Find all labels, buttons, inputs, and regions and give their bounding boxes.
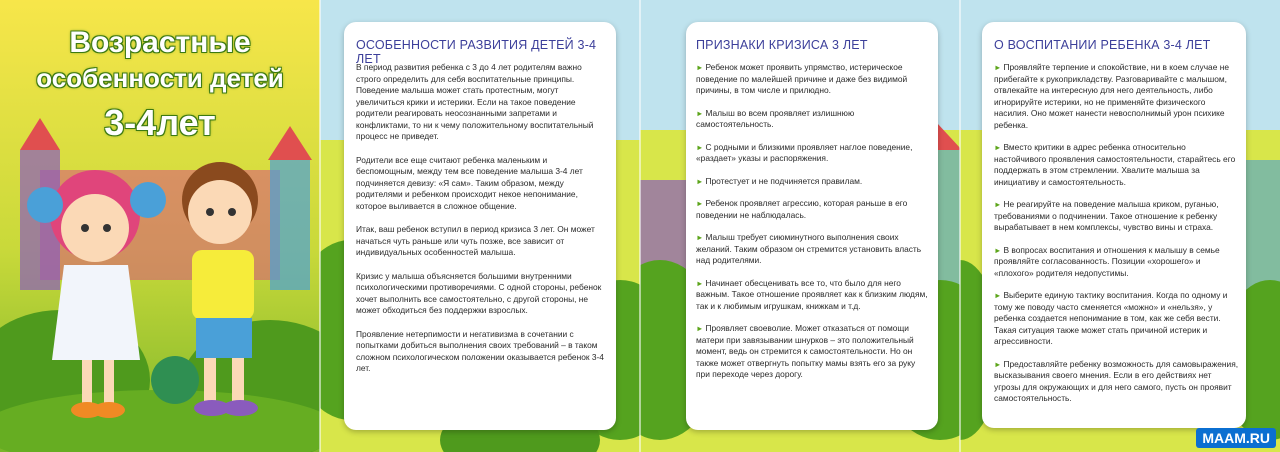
arrow-bullet-icon: ► — [696, 63, 704, 72]
list-item — [994, 359, 1240, 405]
development-paragraph: Кризис у малыша объясняется большими внутренними психологическими противоречиями. С одной стороны, ребенок хочет выполнить все самостоятельно, с другой стороны, не может обходиться без поддержки взрослых. — [356, 270, 602, 315]
site-watermark: MAAM.RU — [1196, 428, 1276, 448]
cover-title — [0, 26, 320, 144]
arrow-bullet-icon: ► — [696, 233, 704, 242]
list-item-text: Предоставляйте ребенку возможность для самовыражения, высказывания своего мнения. Если в его действиях нет угрозы для окружающих и для него самого, пусть он проявит самостоятельность. — [994, 358, 1239, 403]
list-item — [696, 232, 930, 267]
development-paragraph: Родители все еще считают ребенка маленьким и беспомощным, между тем все поведение малыша 3-4 лет подчиняется девизу: «Я сам». Таким образом, между родителями и ребенком происходит некое непонимание, которое выливается в сложное общение. — [356, 154, 583, 211]
list-item — [994, 62, 1240, 131]
arrow-bullet-icon: ► — [696, 176, 704, 186]
arrow-bullet-icon: ► — [994, 143, 1002, 152]
arrow-bullet-icon: ► — [696, 142, 704, 152]
list-item — [696, 323, 930, 381]
crisis-signs-heading: ПРИЗНАКИ КРИЗИСА 3 ЛЕТ — [696, 38, 868, 52]
list-item-text: Проявляйте терпение и спокойствие, ни в коем случае не прибегайте к рукоприкладству. Разговаривайте с малышом, отвлекайте на интересную для него деятельность, либо игнорируйте истерики, но не применяйте физического насилия. Оно может нанести невосполнимый урон психике ребенка. — [994, 62, 1229, 130]
arrow-bullet-icon: ► — [696, 108, 704, 118]
list-item — [696, 142, 930, 165]
list-item-text: Проявляет своеволие. Может отказаться от помощи матери при завязывании шнурков – это положительный момент, ведь он стремится к самостоятельности. Но он также может отвергнуть попытку мамы взять его за руку при переходе через дорогу. — [696, 323, 916, 379]
development-text — [344, 62, 616, 387]
list-item — [696, 62, 930, 97]
cover-panel — [0, 0, 320, 452]
upbringing-heading: О ВОСПИТАНИИ РЕБЕНКА 3-4 ЛЕТ — [994, 38, 1211, 52]
list-item-text: Протестует и не подчиняется правилам. — [705, 175, 863, 186]
arrow-bullet-icon: ► — [994, 359, 1002, 369]
list-item-text: Малыш во всем проявляет излишнюю самостоятельность. — [696, 107, 855, 129]
fold-line — [319, 0, 321, 452]
list-item — [696, 108, 930, 131]
list-item — [994, 290, 1240, 348]
arrow-bullet-icon: ► — [994, 291, 1002, 300]
crisis-signs-card — [686, 22, 938, 430]
list-item-text: Начинает обесценивать все то, что было для него важным. Такое отношение проявляет как к близким людям, так и к любимым игрушкам, книжкам и т.д. — [696, 277, 928, 311]
development-paragraph: Итак, ваш ребенок вступил в период кризиса 3 лет. Он может начаться чуть раньше или чуть позже, все зависит от индивидуальных особенностей малыша. — [356, 224, 595, 257]
development-paragraph: В период развития ребенка с 3 до 4 лет родителям важно строго определить для себя воспитательные принципы. Поведение малыша может стать протестным, могут увеличиться крики и истерики. Если на такое поведение родители реагировать неосознанными запретами и конфликтами, то ни к чему положительному воспитательный процесс не приведет. — [356, 62, 594, 141]
list-item — [696, 198, 930, 221]
arrow-bullet-icon: ► — [994, 245, 1002, 255]
list-item-text: С родными и близкими проявляет наглое поведение, «раздает» указы и распоряжения. — [696, 141, 913, 163]
crisis-signs-list — [686, 62, 938, 392]
arrow-bullet-icon: ► — [994, 200, 1002, 209]
fold-line — [959, 0, 961, 452]
upbringing-card — [982, 22, 1246, 428]
development-heading: ОСОБЕННОСТИ РАЗВИТИЯ ДЕТЕЙ 3-4 ЛЕТ — [356, 38, 597, 66]
arrow-bullet-icon: ► — [696, 278, 704, 288]
list-item-text: Ребенок может проявить упрямство, истерическое поведение по малейшей причине и даже без видимой причины, в том числе и прилюдно. — [696, 62, 908, 95]
arrow-bullet-icon: ► — [696, 324, 704, 333]
list-item-text: Малыш требует сиюминутного выполнения своих желаний. Таким образом он стремится установить власть над родителями. — [696, 232, 922, 265]
list-item — [696, 176, 930, 188]
list-item-text: Вместо критики в адрес ребенка относительно настойчивого проявления самостоятельности, старайтесь его поддержать в этом стремлении. Хвалите малыша за инициативу и самостоятельность. — [994, 142, 1236, 187]
fold-line — [639, 0, 641, 452]
list-item — [696, 278, 930, 313]
arrow-bullet-icon: ► — [994, 63, 1002, 72]
arrow-bullet-icon: ► — [696, 199, 704, 208]
list-item — [994, 199, 1240, 234]
list-item-text: Выберите единую тактику воспитания. Когда по одному и тому же поводу часто сменяется «можно» и «нельзя», у ребенка создается непонимание в том, как же себя вести. Такая ситуация также может стать причиной истерик и агрессивности. — [994, 290, 1228, 346]
cover-title-line-2: особенности детей — [36, 63, 284, 93]
cover-title-line-1: Возрастные — [69, 26, 251, 59]
list-item — [994, 142, 1240, 188]
development-paragraph: Проявление нетерпимости и негативизма в сочетании с попытками добиться выполнения своих требований – в таком сложном психологическом положении оказывается ребенок 3-4 лет. — [356, 328, 604, 373]
list-item — [994, 245, 1240, 280]
development-card — [344, 22, 616, 430]
upbringing-list — [982, 62, 1246, 416]
list-item-text: В вопросах воспитания и отношения к малышу в семье проявляйте согласованность. Позиции «хорошего» и «плохого» родителя недопустимы. — [994, 244, 1220, 278]
cover-title-line-3: 3-4лет — [104, 102, 216, 143]
list-item-text: Не реагируйте на поведение малыша криком, руганью, требованиями о подчинении. Такое отношение к ребенку вырабатывает в нем комплексы, чувство вины и страха. — [994, 199, 1219, 232]
list-item-text: Ребенок проявляет агрессию, которая раньше в его поведении не наблюдалась. — [696, 198, 908, 220]
